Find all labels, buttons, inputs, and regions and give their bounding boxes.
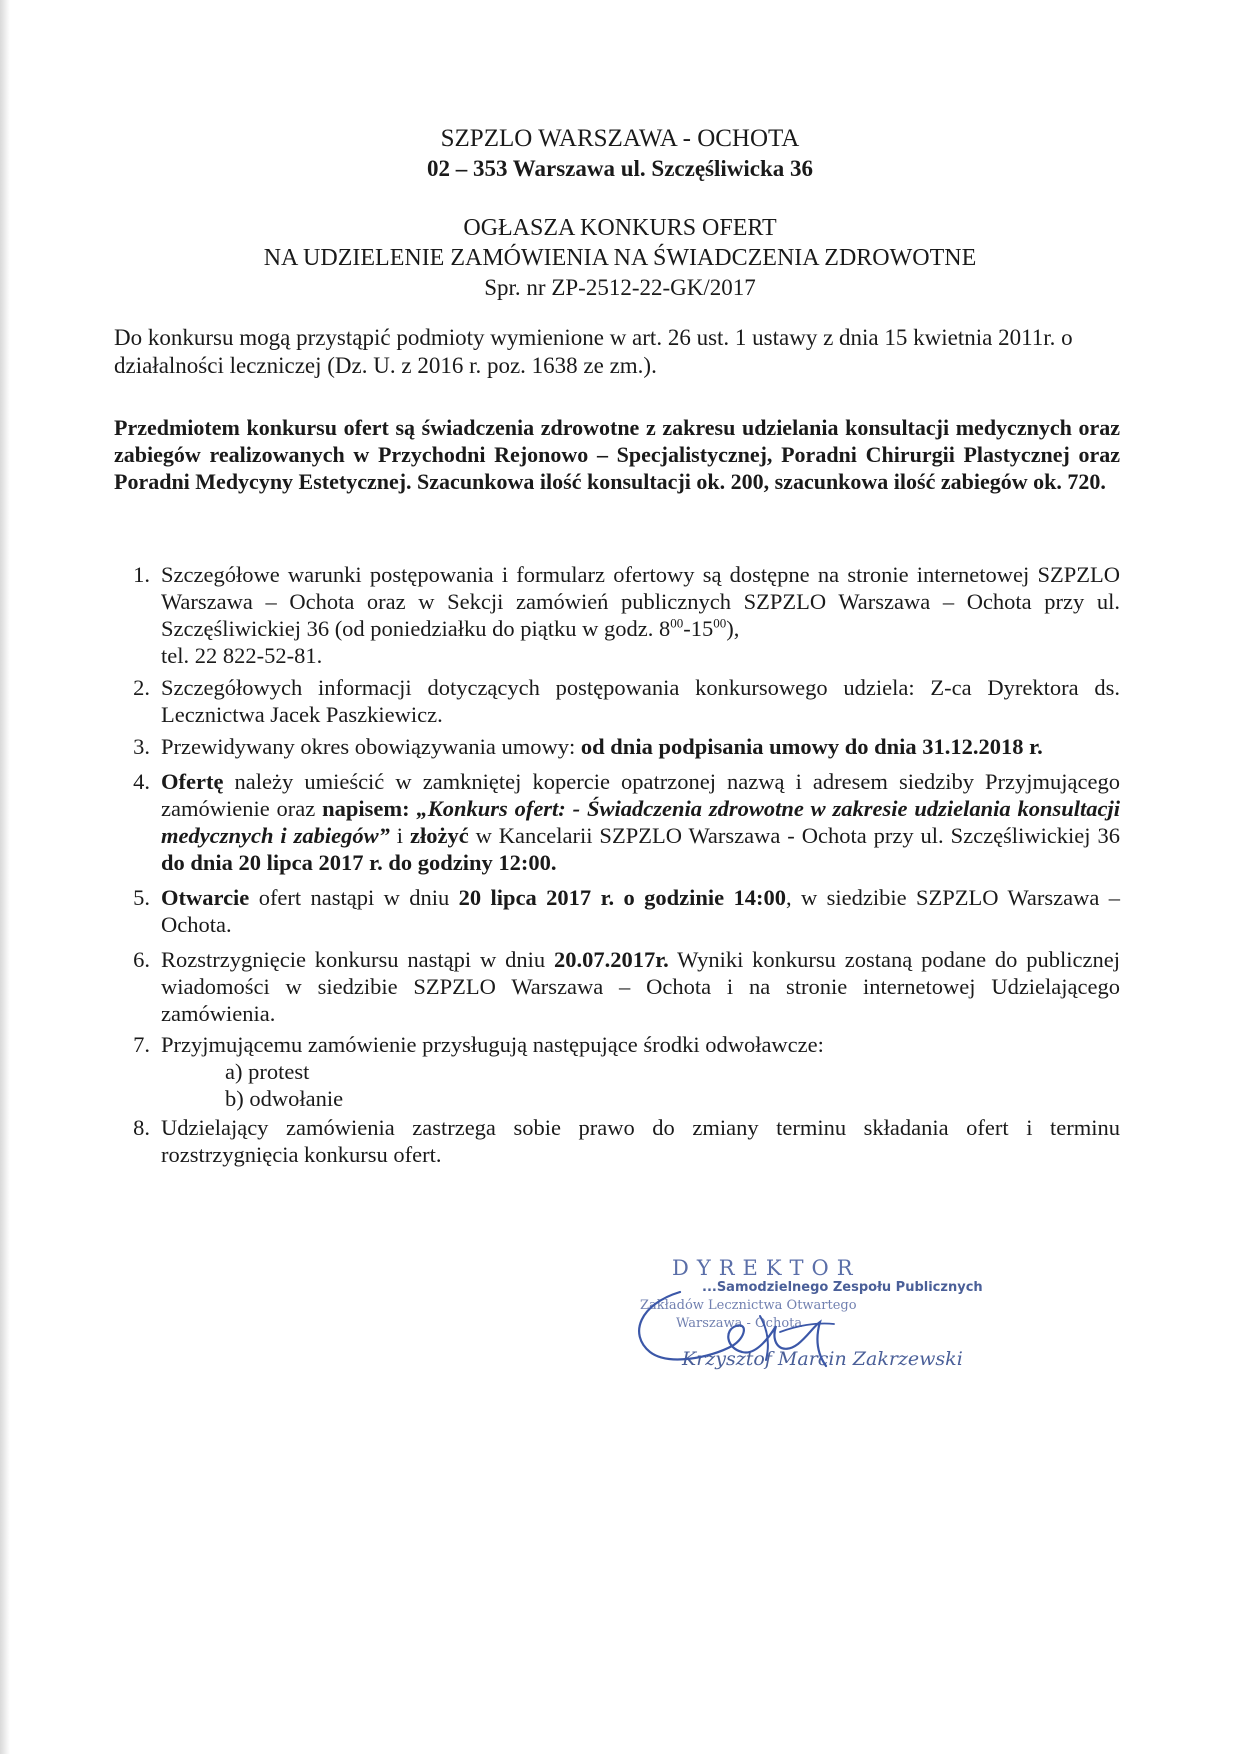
hours-superscript: 00 xyxy=(670,615,684,631)
submission-deadline: do dnia 20 lipca 2017 r. do godziny 12:00. xyxy=(161,850,557,875)
organization-address: 02 – 353 Warszawa ul. Szczęśliwicka 36 xyxy=(426,156,814,181)
case-number: Spr. nr ZP-2512-22-GK/2017 xyxy=(484,275,756,300)
list-item xyxy=(114,884,1120,938)
item-text: Szczegółowych informacji dotyczących postępowania konkursowego udziela: Z-ca Dyrektora ds. Lecznictwa Jacek Paszkiewicz. xyxy=(161,675,1120,727)
organization-name: SZPZLO WARSZAWA - OCHOTA xyxy=(440,125,800,152)
item-text: należy umieścić w zamkniętej kopercie opatrzonej nazwą i adresem siedziby Przyjmującego zamówienie oraz xyxy=(161,769,1120,821)
handwritten-signature xyxy=(620,1256,910,1381)
list-item xyxy=(114,946,1120,1027)
item-number: 4. xyxy=(133,769,150,794)
item-number: 5. xyxy=(133,885,150,910)
item-text: Przyjmującemu zamówienie przysługują następujące środki odwoławcze: xyxy=(161,1032,824,1057)
list-item xyxy=(114,1031,1120,1112)
item-text: Udzielający zamówienia zastrzega sobie prawo do zmiany terminu składania ofert i terminu rozstrzygnięcia konkursu ofert. xyxy=(161,1115,1120,1167)
phone-number: tel. 22 822-52-81. xyxy=(161,643,323,668)
sub-item: b) odwołanie xyxy=(225,1086,344,1111)
stamp-city: Warszawa - Ochota xyxy=(676,1316,803,1331)
item-text-bold: złożyć xyxy=(409,823,469,848)
list-item xyxy=(114,674,1120,728)
item-text: w Kancelarii SZPZLO Warszawa - Ochota przy ul. Szczęśliwickiej 36 xyxy=(468,823,1120,848)
item-text: Rozstrzygnięcie konkursu nastąpi w dniu xyxy=(161,947,554,972)
opening-date: 20 lipca 2017 r. o godzinie 14:00 xyxy=(458,885,787,910)
item-text-bold: Otwarcie xyxy=(161,885,250,910)
item-text-bold: napisem: xyxy=(322,796,417,821)
conditions-list xyxy=(114,561,1120,1168)
item-text: ), xyxy=(726,616,740,641)
item-text: Szczegółowe warunki postępowania i formularz ofertowy są dostępne na stronie internetowej SZPZLO Warszawa – Ochota oraz w Sekcji zamówień publicznych SZPZLO Warszawa – Ochota przy ul. Szczęśliwickiej 36 (od poniedziałku do piątku w godz. 8 xyxy=(161,562,1120,641)
stamp-institution: ...Samodzielnego Zespołu Publicznych xyxy=(702,1280,983,1295)
subject-paragraph: Przedmiotem konkursu ofert są świadczenia zdrowotne z zakresu udzielania konsultacji medycznych oraz zabiegów realizowanych w Przychodni Rejonowo – Specjalistycznej, Poradni Chirurgii Plastycznej oraz Poradni Medycyny Estetycznej. Szacunkowa ilość konsultacji ok. 200, szacunkowa ilość zabiegów ok. 720. xyxy=(114,415,1120,494)
envelope-label: „Konkurs ofert: - Świadczenia zdrowotne w zakresie udzielania konsultacji medycznych i zabiegów” xyxy=(161,796,1120,848)
announcement-title: OGŁASZA KONKURS OFERT xyxy=(463,215,777,241)
item-text: Przewidywany okres obowiązywania umowy: xyxy=(161,734,581,759)
item-number: 6. xyxy=(133,947,150,972)
item-text: ofert nastąpi w dniu xyxy=(249,885,459,910)
item-number: 8. xyxy=(133,1115,150,1140)
item-text: , w siedzibie SZPZLO Warszawa – Ochota. xyxy=(161,885,1120,937)
item-text: -15 xyxy=(683,616,714,641)
item-text: Wyniki konkursu zostaną podane do publicznej wiadomości w siedzibie SZPZLO Warszawa – Ochota i na stronie internetowej Udzielającego zamówienia. xyxy=(161,947,1120,1026)
list-item xyxy=(114,1114,1120,1168)
item-number: 7. xyxy=(133,1032,150,1057)
stamp-institution-line2: Zakładów Lecznictwa Otwartego xyxy=(640,1298,857,1313)
resolution-date: 20.07.2017r. xyxy=(553,947,669,972)
intro-paragraph: Do konkursu mogą przystąpić podmioty wymienione w art. 26 ust. 1 ustawy z dnia 15 kwietnia 2011r. o działalności leczniczej (Dz. U. z 2016 r. poz. 1638 ze zm.). xyxy=(114,325,1073,378)
sub-item: a) protest xyxy=(225,1059,310,1084)
director-stamp xyxy=(620,1256,983,1381)
document-header xyxy=(0,124,1240,303)
item-number: 1. xyxy=(133,562,150,587)
announcement-subtitle: NA UDZIELENIE ZAMÓWIENIA NA ŚWIADCZENIA ZDROWOTNE xyxy=(263,245,977,271)
contract-period: od dnia podpisania umowy do dnia 31.12.2018 r. xyxy=(580,734,1043,759)
item-text: i xyxy=(389,823,410,848)
item-number: 2. xyxy=(133,675,150,700)
list-item xyxy=(114,733,1120,760)
stamp-director-name: Krzysztof Marcin Zakrzewski xyxy=(682,1348,963,1370)
item-number: 3. xyxy=(133,734,150,759)
list-item xyxy=(114,561,1120,669)
stamp-title: DYREKTOR xyxy=(672,1256,861,1280)
hours-superscript: 00 xyxy=(713,615,727,631)
list-item xyxy=(114,768,1120,876)
item-text-bold: Ofertę xyxy=(161,769,224,794)
